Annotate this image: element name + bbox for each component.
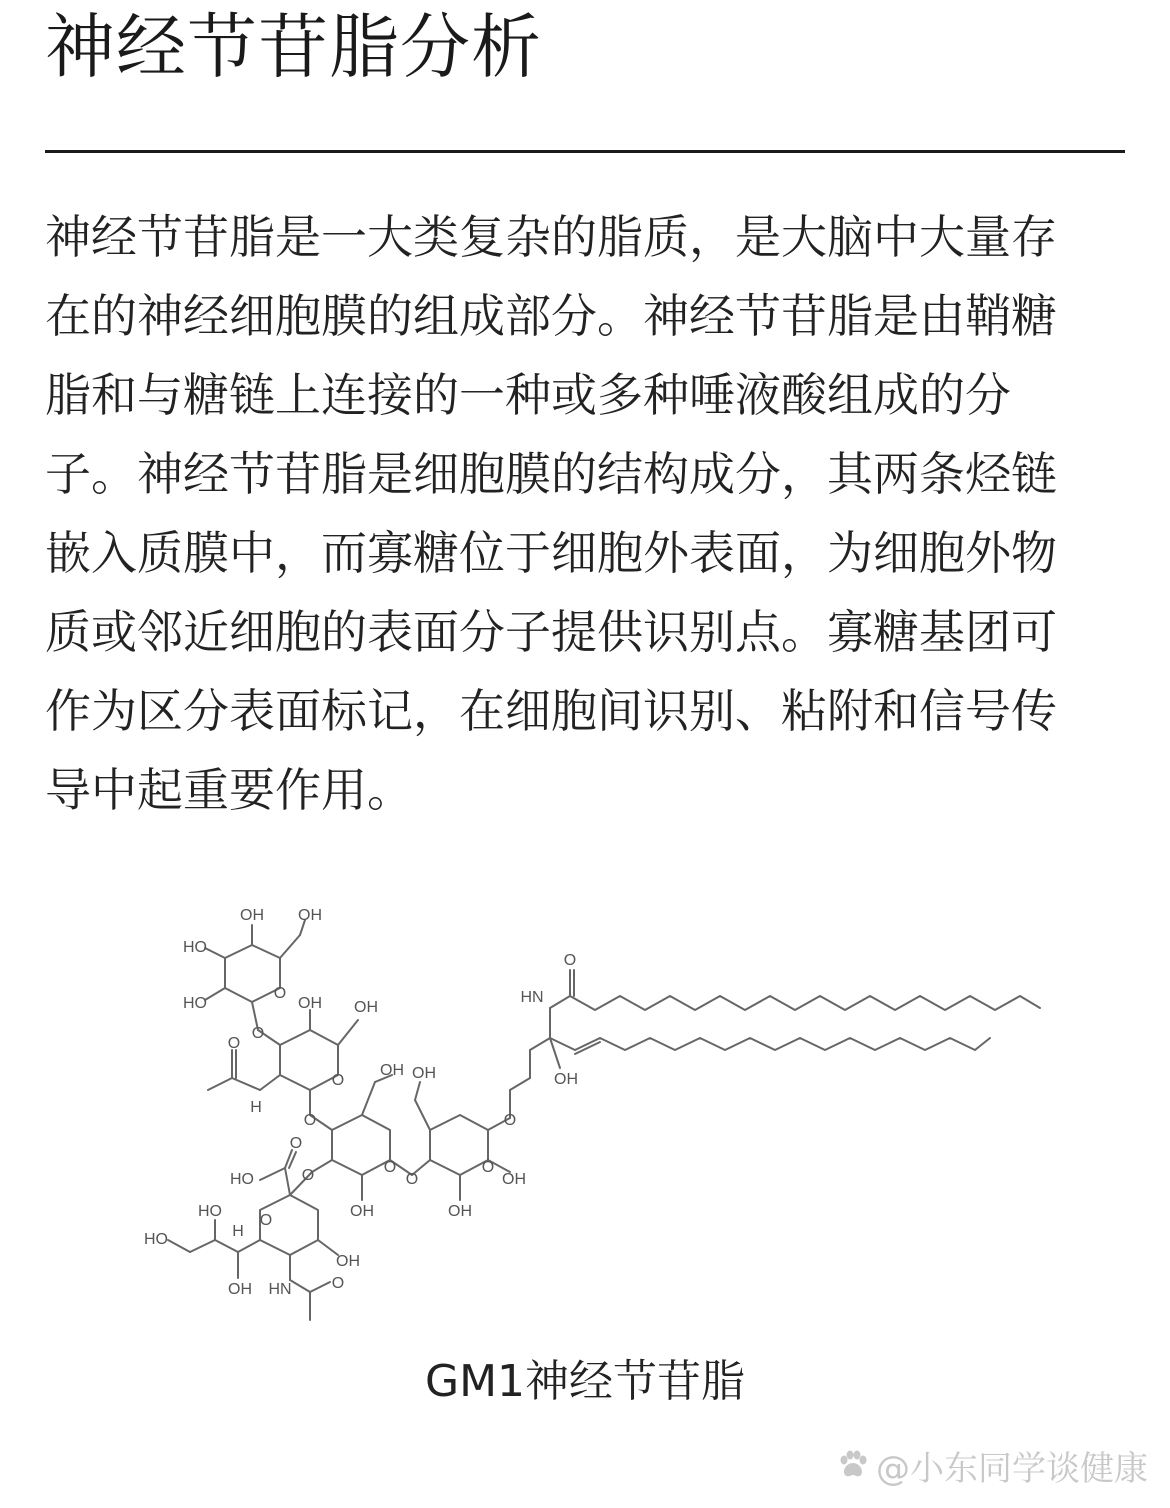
atom-label-oh: OH <box>298 907 322 924</box>
paw-icon <box>836 1448 870 1482</box>
article-paragraph <box>45 198 1125 830</box>
atom-label-oh: OH <box>336 1253 360 1270</box>
title-divider <box>45 150 1125 153</box>
atom-label-oh: OH <box>380 1062 404 1079</box>
atom-label-ho: HO <box>230 1171 254 1188</box>
atom-label-o: O <box>251 1025 265 1042</box>
atom-label-o: O <box>481 1159 495 1176</box>
sphingosine-chain <box>550 1038 990 1050</box>
fatty-acid-chain <box>570 996 1040 1010</box>
atom-label-oh: OH <box>240 907 264 924</box>
glucose-ring <box>430 1115 488 1175</box>
atom-label-ho: HO <box>198 1203 222 1220</box>
paragraph-line: 神经节苷脂是一大类复杂的脂质，是大脑中大量存 <box>45 210 1057 264</box>
gm1-structure-diagram <box>130 890 1050 1350</box>
atom-label-o: O <box>331 1275 345 1292</box>
paragraph-line: 导中起重要作用。 <box>45 763 413 817</box>
atom-label-o: O <box>303 1112 317 1129</box>
atom-label-ho: HO <box>183 995 207 1012</box>
atom-label-oh: OH <box>502 1171 526 1188</box>
atom-label-o: O <box>273 985 287 1002</box>
atom-label-o: O <box>259 1212 273 1229</box>
atom-label-o: O <box>563 952 577 969</box>
paragraph-line: 脂和与糖链上连接的一种或多种唾液酸组成的分 <box>45 368 1011 422</box>
paragraph-line: 在的神经细胞膜的组成部分。神经节苷脂是由鞘糖 <box>45 289 1057 343</box>
atom-label-o: O <box>289 1135 303 1152</box>
page-title: 神经节苷脂分析 <box>45 6 542 88</box>
atom-label-hn: HN <box>268 1281 292 1298</box>
atom-label-o: O <box>227 1035 241 1052</box>
galactose-ring <box>225 945 280 1002</box>
atom-label-h: H <box>250 1099 262 1116</box>
atom-label-oh: OH <box>412 1065 436 1082</box>
atom-label-o: O <box>301 1167 315 1184</box>
atom-label-ho: HO <box>144 1231 168 1248</box>
watermark-text: @小东同学谈健康 <box>876 1448 1148 1489</box>
paragraph-line: 嵌入质膜中，而寡糖位于细胞外表面，为细胞外物 <box>45 526 1057 580</box>
atom-label-o: O <box>331 1072 345 1089</box>
watermark <box>836 1440 1148 1490</box>
atom-label-o: O <box>405 1171 419 1188</box>
atom-label-oh: OH <box>554 1071 578 1088</box>
atom-label-oh: OH <box>350 1203 374 1220</box>
paragraph-line: 子。神经节苷脂是细胞膜的结构成分，其两条烃链 <box>45 447 1057 501</box>
central-galactose-ring <box>332 1115 390 1175</box>
atom-label-oh: OH <box>354 999 378 1016</box>
atom-label-o: O <box>503 1112 517 1129</box>
atom-label-ho: HO <box>183 939 207 956</box>
atom-label-oh: OH <box>298 995 322 1012</box>
atom-label-oh: OH <box>228 1281 252 1298</box>
galnac-ring <box>280 1030 338 1090</box>
figure-caption: GM1神经节苷脂 <box>424 1356 746 1407</box>
atom-label-oh: OH <box>448 1203 472 1220</box>
atom-label-hn: HN <box>520 989 544 1006</box>
paragraph-line: 作为区分表面标记，在细胞间识别、粘附和信号传 <box>45 684 1057 738</box>
atom-label-o: O <box>383 1159 397 1176</box>
atom-label-h: H <box>232 1223 244 1240</box>
paragraph-line: 质或邻近细胞的表面分子提供识别点。寡糖基团可 <box>45 605 1057 659</box>
